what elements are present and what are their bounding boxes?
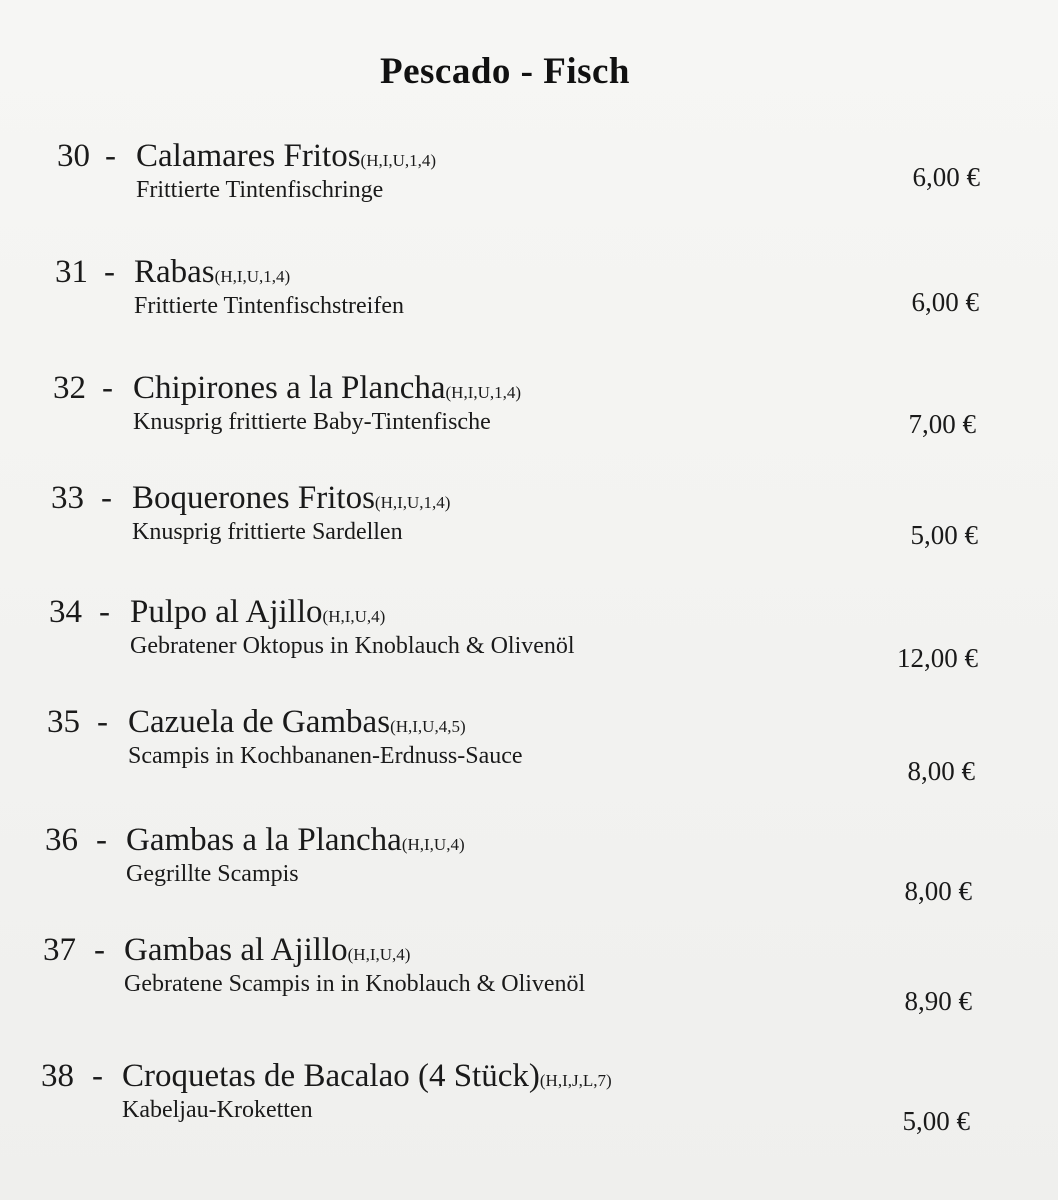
item-number: 34	[49, 594, 82, 630]
item-number: 37	[43, 932, 76, 968]
menu-item	[0, 480, 1058, 580]
item-description: Knusprig frittierte Baby-Tintenfische	[133, 409, 491, 435]
item-name-line	[128, 704, 466, 745]
item-number: 30	[57, 138, 90, 174]
item-price: 5,00 €	[902, 1106, 970, 1136]
item-name-line	[134, 254, 290, 295]
item-name: Chipirones a la Plancha	[133, 370, 446, 406]
item-description: Scampis in Kochbananen-Erdnuss-Sauce	[128, 743, 523, 769]
item-name: Gambas al Ajillo	[124, 932, 348, 968]
item-dash: -	[102, 370, 113, 406]
menu-item	[0, 704, 1058, 804]
item-description: Gegrillte Scampis	[126, 861, 299, 887]
menu-item	[0, 822, 1058, 922]
item-price: 5,00 €	[910, 520, 978, 550]
item-name-line	[126, 822, 465, 863]
item-dash: -	[99, 594, 110, 630]
item-allergens: (H,I,U,1,4)	[445, 383, 522, 402]
item-number: 33	[51, 480, 84, 516]
item-allergens: (H,I,U,4)	[401, 835, 465, 854]
item-dash: -	[104, 254, 115, 290]
item-allergens: (H,I,J,L,7)	[539, 1071, 612, 1090]
menu-item	[0, 1058, 1058, 1158]
item-name-line	[122, 1058, 612, 1099]
item-name-line	[136, 138, 436, 179]
item-number: 32	[53, 370, 86, 406]
item-description: Frittierte Tintenfischstreifen	[134, 293, 404, 319]
item-number: 38	[41, 1058, 74, 1094]
item-price: 8,90 €	[904, 986, 972, 1016]
item-description: Gebratene Scampis in in Knoblauch & Olivenöl	[124, 971, 586, 997]
item-price: 8,00 €	[907, 756, 975, 786]
item-price: 8,00 €	[904, 876, 972, 906]
item-name: Calamares Fritos	[136, 138, 361, 174]
item-dash: -	[101, 480, 112, 516]
item-dash: -	[94, 932, 105, 968]
menu-item	[0, 370, 1058, 470]
page-title: Pescado - Fisch	[379, 51, 631, 92]
item-number: 31	[55, 254, 88, 290]
item-number: 36	[45, 822, 78, 858]
item-allergens: (H,I,U,1,4)	[360, 151, 437, 170]
item-price: 12,00 €	[897, 643, 978, 673]
item-name: Cazuela de Gambas	[128, 704, 391, 740]
menu-item	[0, 138, 1058, 238]
item-name-line	[124, 932, 410, 973]
item-allergens: (H,I,U,4)	[322, 607, 386, 626]
item-price: 6,00 €	[912, 162, 980, 192]
menu-item	[0, 594, 1058, 694]
item-name: Croquetas de Bacalao (4 Stück)	[122, 1058, 540, 1094]
item-name-line	[132, 480, 450, 521]
item-price: 7,00 €	[908, 409, 976, 439]
item-allergens: (H,I,U,4,5)	[390, 717, 466, 736]
item-dash: -	[97, 704, 108, 740]
menu-item	[0, 932, 1058, 1032]
item-price: 6,00 €	[911, 287, 979, 317]
item-name: Rabas	[134, 254, 215, 290]
item-description: Frittierte Tintenfischringe	[136, 177, 384, 203]
item-description: Kabeljau-Kroketten	[122, 1097, 313, 1123]
item-name: Boquerones Fritos	[132, 480, 375, 516]
item-dash: -	[105, 138, 116, 174]
item-description: Gebratener Oktopus in Knoblauch & Olivenöl	[130, 633, 575, 659]
item-name: Gambas a la Plancha	[126, 822, 402, 858]
item-allergens: (H,I,U,4)	[347, 945, 411, 964]
item-allergens: (H,I,U,1,4)	[374, 493, 451, 512]
item-dash: -	[96, 822, 107, 858]
item-name: Pulpo al Ajillo	[130, 594, 323, 630]
item-name-line	[133, 370, 521, 411]
menu-item	[0, 254, 1058, 354]
item-name-line	[130, 594, 385, 635]
item-allergens: (H,I,U,1,4)	[214, 267, 291, 286]
item-number: 35	[47, 704, 80, 740]
item-description: Knusprig frittierte Sardellen	[132, 519, 403, 545]
item-dash: -	[92, 1058, 103, 1094]
